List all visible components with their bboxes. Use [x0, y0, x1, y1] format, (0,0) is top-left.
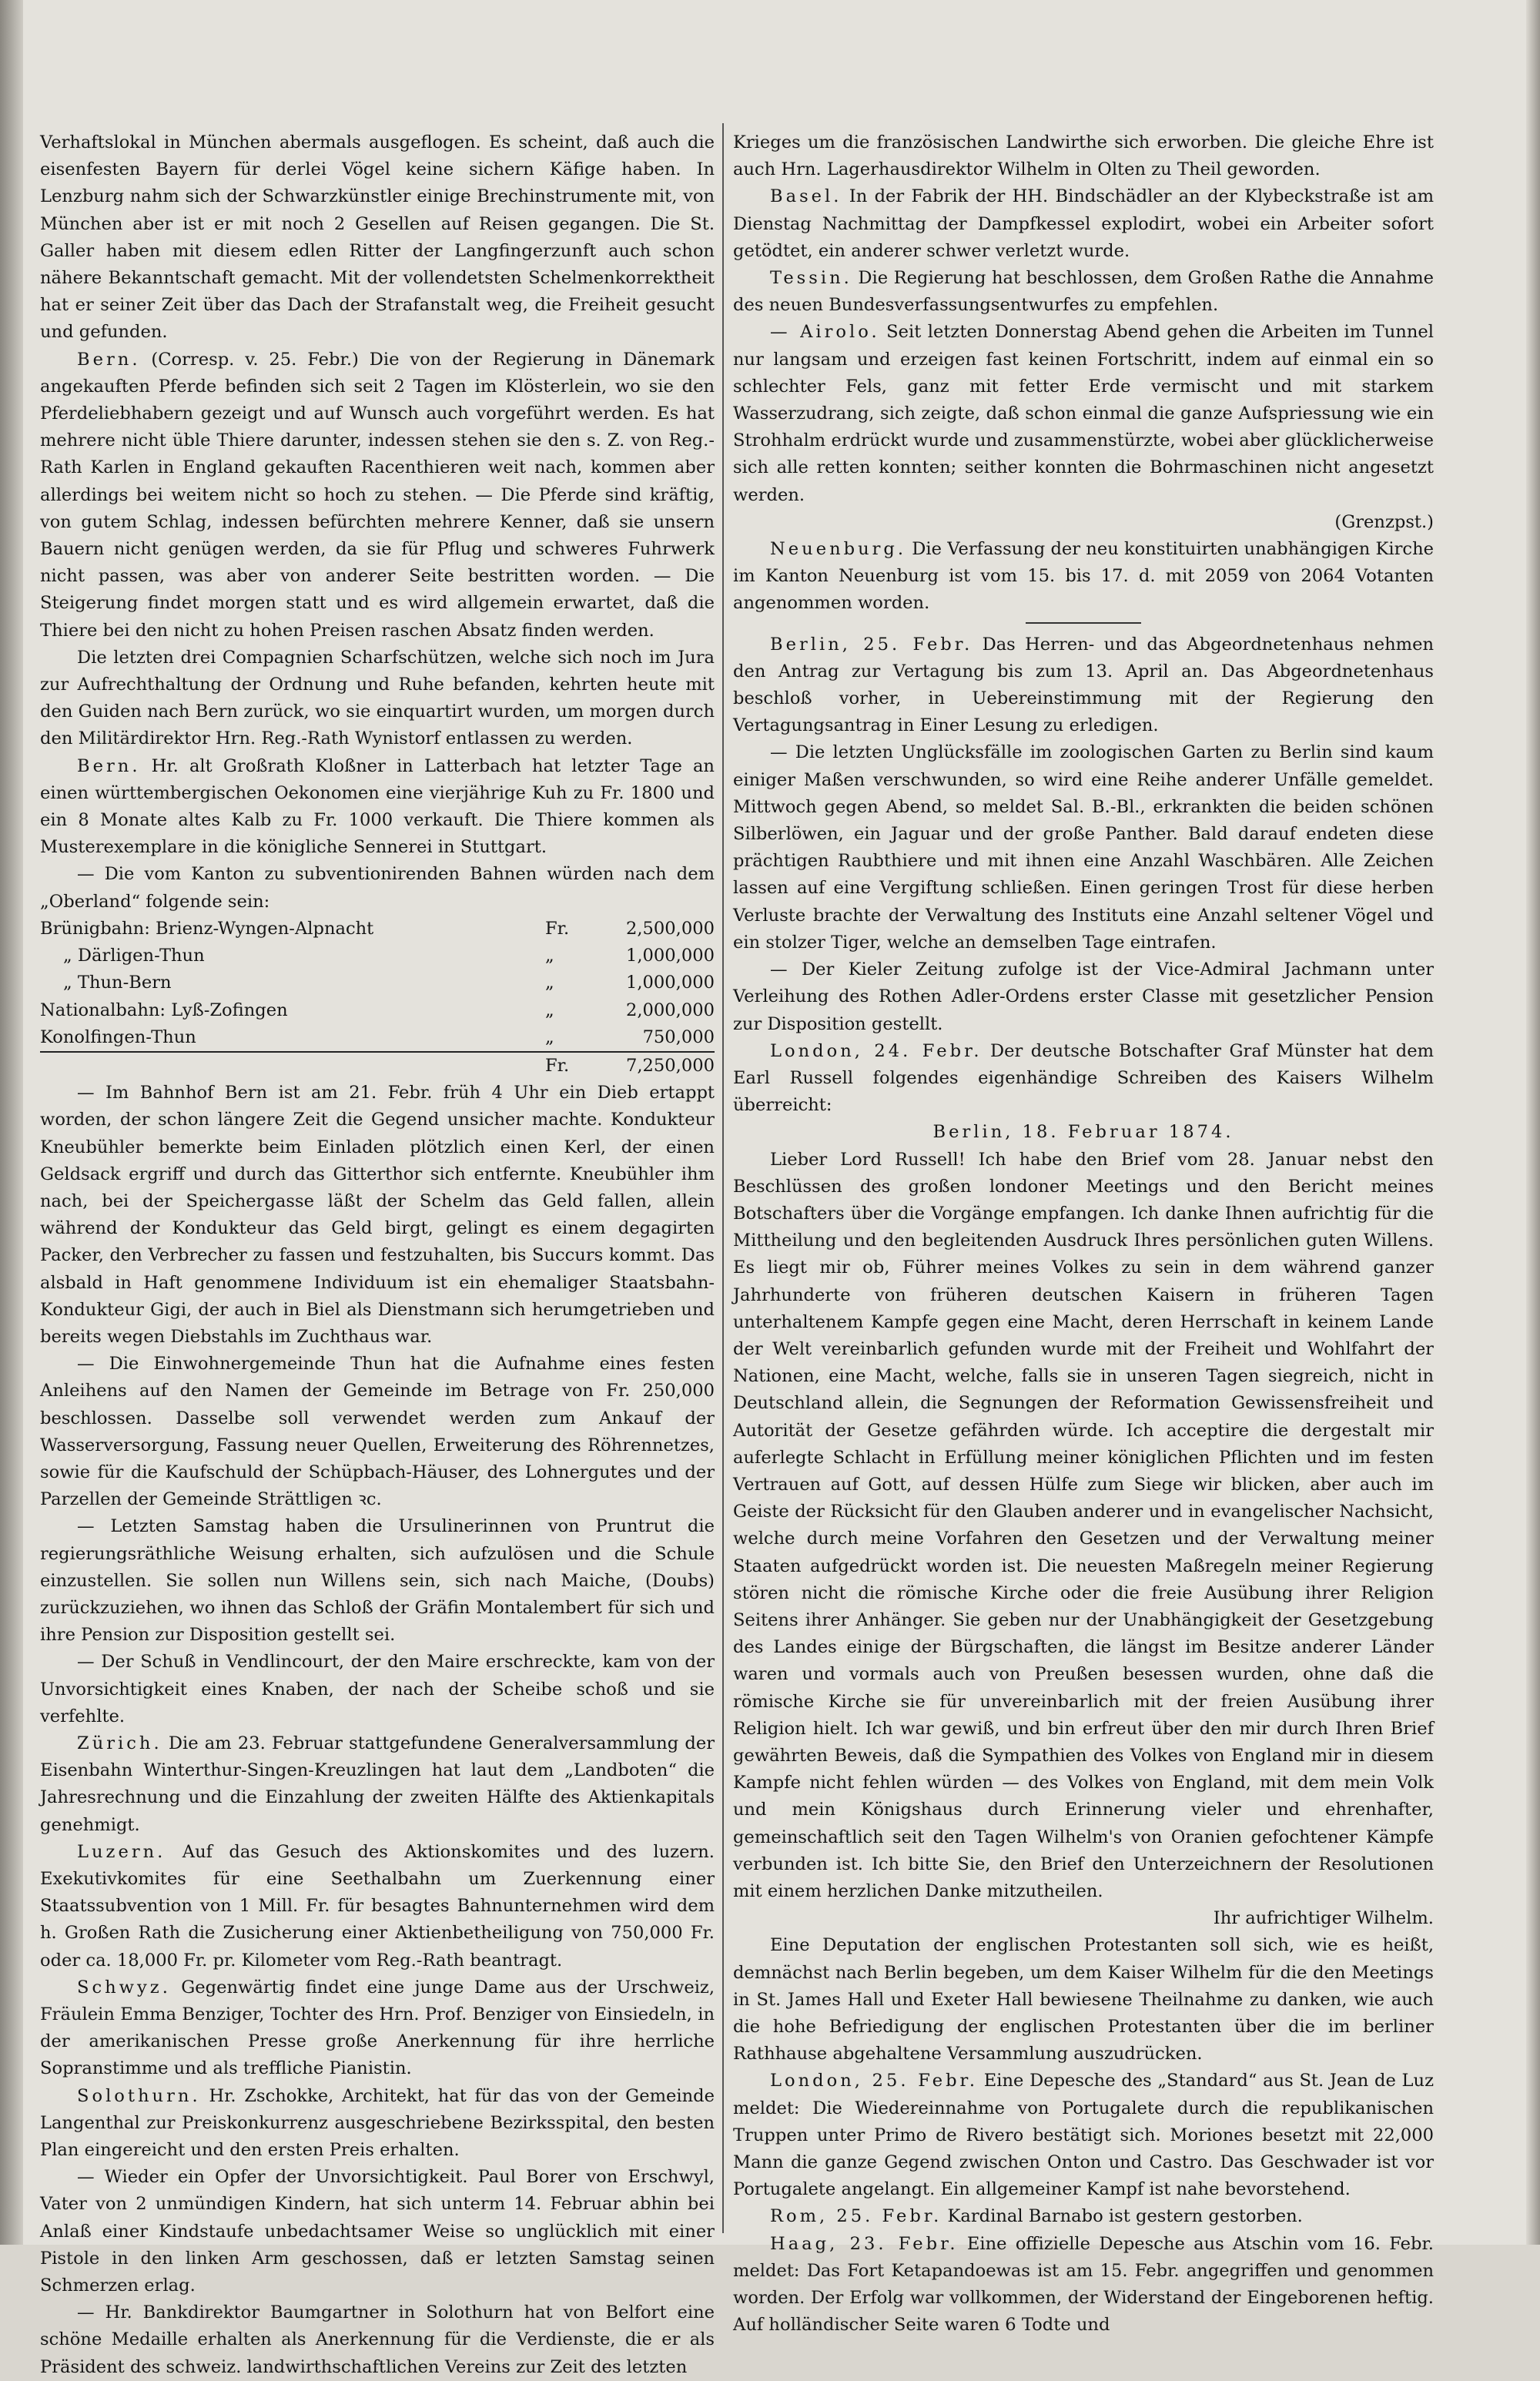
emperor-letter: Lieber Lord Russell! Ich habe den Brief vom 28. Januar nebst den Beschlüssen des großen londoner Meetings und den Bericht meines Botschafters über die Vorgänge empfangen. Ich danke Ihnen aufrichtig für die Mittheilung und den begleitenden Ausdruck Ihres persönlichen guten Willens. Es liegt mir ob, Führer meines Volkes zu sein in dem während ganzer Jahrhunderte von früheren deutschen Kaisern in früheren Tagen unterhaltenem Kampfe gegen eine Macht, deren Herrschaft in keinem Lande der Welt vereinbarlich gefunden wurde mit der Freiheit und Wohlfahrt der Nationen, eine Macht, welche, falls sie in unseren Tagen siegreich, nicht in Deutschland allein, die Segnungen der Reformation Gewissensfreiheit und Autorität der Gesetze gefährden würde. Ich acceptire die dergestalt mir auferlegte Schlacht in Erfüllung meiner königlichen Pflichten und im festen Vertrauen auf Gott, auf dessen Hülfe zum Siege wir blicken, aber auch im Geiste der Rücksicht für den Glauben anderer und in evangelischer Nachsicht, welche durch meine Vorfahren den Gesetzen und der Verwaltung meiner Staaten aufgedrückt worden ist. Die neuesten Maßregeln meiner Regierung stören nicht die römische Kirche oder die freie Ausübung ihrer Religion Seitens ihrer Anhänger. Sie geben nur der Unabhängigkeit der Gesetzgebung des Landes einige der Bürgschaften, die längst im Besitze anderer Länder waren und vormals auch von Preußen besessen wurden, ohne daß die römische Kirche sie für unvereinbarlich mit der freien Ausübung ihrer Religion hielt. Ich war gewiß, und bin erfreut über den mir durch Ihren Brief gewährten Beweis, daß die Sympathien des Volkes von England mir in diesem Kampfe nicht fehlen würden — des Volkes von England, mit dem mein Volk und mein Königshaus durch Erinnerung vieler und ehrenhafter, gemeinschaftlich seit den Tagen Wilhelm's von Oranien gefochtener Kämpfe verbunden ist. Ich bitte Sie, den Brief den Unterzeichnern der Resolutionen mit einem herzlichen Danke mitzutheilen. — [733, 1149, 1434, 1901]
article-munich-escape: Verhaftslokal in München abermals ausgeflogen. Es scheint, daß auch die eisenfesten Bayern für derlei Vögel keine sichern Käfige haben. In Lenzburg nahm sich der Schwarzkünstler einige Brechinstrumente mit, von München aber ist er mit noch 2 Gesellen auf Reisen gegangen. Die St. Galler haben mit diesem edlen Ritter der Langfingerzunft auch schon nähere Bekanntschaft gemacht. Mit der vollendetsten Schelmenkorrektheit hat er seiner Zeit über das Dach der Strafanstalt weg, die Freiheit gesucht und gefunden. — [40, 132, 715, 343]
section-divider — [1026, 622, 1141, 624]
article-bern-horses: Bern. (Corresp. v. 25. Febr.) Die von der Regierung in Dänemark angekauften Pferde befinden sich seit 2 Tagen im Klösterlein, wo sie den Pferdeliebhabern gezeigt und auf Wunsch auch vorgeführt werden. Es hat mehrere nicht üble Thiere darunter, indessen stehen sie den s. Z. von Reg.-Rath Karlen in England gekauften Racenthieren weit nach, kommen aber allerdings bei weitem nicht so hoch zu stehen. — Die Pferde sind kräftig, von gutem Schlag, indessen befürchten mehrere Kenner, daß sie unsern Bauern nicht genügen werden, da sie für Pflug und schweres Fuhrwerk nicht passen, was aber von anderer Seite bestritten worden. — Die Steigerung findet morgen statt und es wird allgemein erwartet, daß die Thiere bei den nicht zu hohen Preisen raschen Absatz finden werden. — [40, 349, 715, 641]
article-deputation: Eine Deputation der englischen Protestanten soll sich, wie es heißt, demnächst nach Berlin begeben, um dem Kaiser Wilhelm für die den Meetings in St. James Hall und Exeter Hall bewiesene Theilnahme zu danken, wie auch die hohe Befriedigung der englischen Protestanten über die im berliner Rathhause abgehaltene Versammlung auszudrücken. — [733, 1935, 1434, 2065]
article-haag: Haag, 23. Febr. Eine offizielle Depesche aus Atschin vom 16. Febr. meldet: Das Fort Ketapandoewas ist am 15. Febr. angegriffen und genommen worden. Der Erfolg war vollkommen, der Widerstand der Eingeborenen heftig. Auf holländischer Seite waren 6 Todte und — [733, 2233, 1434, 2336]
letter-signature: Ihr aufrichtiger Wilhelm. — [1213, 1908, 1434, 1929]
article-thun-loan: — Die Einwohnergemeinde Thun hat die Aufnahme eines festen Anleihens auf den Namen der Gemeinde im Betrage von Fr. 250,000 beschlossen. Dasselbe soll verwendet werden zum Ankauf der Wasserversorgung, Fassung neuer Quellen, Erweiterung des Röhrennetzes, sowie für die Kaufschuld der Schüpbach-Häuser, des Lohnergutes und der Parzellen der Gemeinde Strättligen ꝛc. — [40, 1354, 715, 1510]
column-rule — [722, 123, 724, 2233]
table-total-row: Fr. 7,250,000 — [40, 1052, 715, 1080]
left-column — [40, 129, 715, 2381]
article-london-letter-intro: London, 24. Febr. Der deutsche Botschafter Graf Münster hat dem Earl Russell folgendes eigenhändige Schreiben des Kaisers Wilhelm überreicht: — [733, 1040, 1434, 1116]
article-solothurn: Solothurn. Hr. Zschokke, Architekt, hat für das von der Gemeinde Langenthal zur Preiskonkurrenz ausgeschriebene Bezirksspital, den besten Plan eingereicht und den ersten Preis erhalten. — [40, 2085, 715, 2161]
page-edge-right — [1526, 0, 1540, 2245]
article-bern-thief: — Im Bahnhof Bern ist am 21. Febr. früh 4 Uhr ein Dieb ertappt worden, der schon längere Zeit die Gegend unsicher machte. Kondukteur Kneubühler bemerkte beim Einladen plötzlich einen Kerl, der einen Geldsack ergriff und durch das Gitterthor sich entfernte. Kneubühler ihm nach, bei der Speichergasse läßt der Schelm das Geld fallen, allein während der Kondukteur das Geld birgt, gelingt es einem degagirten Packer, den Verbrecher zu fassen und festzuhalten, bis Succurs kommt. Das alsbald in Haft genommene Individuum ist ein ehemaliger Staatsbahn-Kondukteur Gigi, der auch in Biel als Dienstmann sich herumgetrieben und bereits wegen Diebstahls im Zuchthaus war. — [40, 1083, 715, 1347]
article-railways-intro: — Die vom Kanton zu subventionirenden Bahnen würden nach dem „Oberland“ folgende sein: — [40, 864, 715, 912]
article-london-standard: London, 25. Febr. Eine Depesche des „Standard“ aus St. Jean de Luz meldet: Die Wiedereinnahme von Portugalete durch die republikanischen Truppen unter Primo de Rivero bestätigt sich. Moriones besetzt mit 22,000 Mann die ganze Gegend zwischen Onton und Castro. Das Geschwader ist vor Portugalete angelangt. Ein allgemeiner Kampf ist nahe bevorstehend. — [733, 2071, 1435, 2200]
article-schwyz: Schwyz. Gegenwärtig findet eine junge Dame aus der Urschweiz, Fräulein Emma Benziger, Tochter des Hrn. Prof. Benziger von Einsiedeln, in der amerikanischen Presse große Anerkennung für ihre herrliche Sopranstimme und als treffliche Pianistin. — [40, 1977, 715, 2079]
page-edge-left — [0, 0, 23, 2245]
article-sharpshooters: Die letzten drei Compagnien Scharfschützen, welche sich noch im Jura zur Aufrechthaltung der Ordnung und Ruhe befanden, kehrten heute mit den Guiden nach Bern zurück, wo sie einquartirt wurden, um morgen durch den Militärdirektor Hrn. Reg.-Rath Wynistorf entlassen zu werden. — [40, 647, 715, 749]
railway-subsidy-table — [40, 916, 715, 1080]
article-pistol-accident: — Wieder ein Opfer der Unvorsichtigkeit. Paul Borer von Erschwyl, Vater von 2 unmündigen Kindern, hat sich unterm 14. Februar abhin bei Anlaß einer Kindstaufe unbedachtsamer Weise so unglücklich mit einer Pistole in den linken Arm geschossen, daß er letzten Samstag seinen Schmerzen erlag. — [40, 2167, 715, 2296]
article-vendlincourt: — Der Schuß in Vendlincourt, der den Maire erschreckte, kam von der Unvorsichtigkeit eines Knaben, der nach der Scheibe schoß und sie verfehlte. — [40, 1652, 715, 1726]
source-note: (Grenzpst.) — [1334, 511, 1434, 532]
article-tessin: Tessin. Die Regierung hat beschlossen, dem Großen Rathe die Annahme des neuen Bundesverfassungsentwurfes zu empfehlen. — [733, 268, 1434, 316]
article-ursulines: — Letzten Samstag haben die Ursulinerinnen von Pruntrut die regierungsräthliche Weisung erhalten, sich aufzulösen und die Schule einzustellen. Sie sollen nun Willens sein, sich nach Maiche, (Doubs) zurückzuziehen, wo ihnen das Schloß der Gräfin Montalembert für sich und ihre Pension zur Disposition gestellt sei. — [40, 1516, 715, 1646]
right-column — [733, 129, 1434, 2339]
table-row: Konolfingen-Thun „ 750,000 — [40, 1026, 715, 1047]
article-bern-cattle: Bern. Hr. alt Großrath Kloßner in Latterbach hat letzter Tage an einen württembergischen Oekonomen eine vierjährige Kuh zu Fr. 1800 und ein 8 Monate altes Kalb zu Fr. 1000 verkauft. Die Thiere kommen als Musterexemplare in die königliche Sennerei in Stuttgart. — [40, 755, 715, 858]
article-kiel: — Der Kieler Zeitung zufolge ist der Vice-Admiral Jachmann unter Verleihung des Rothen Adler-Ordens erster Classe mit gesetzlicher Pension zur Disposition gestellt. — [733, 959, 1434, 1034]
article-airolo: — Airolo. Seit letzten Donnerstag Abend gehen die Arbeiten im Tunnel nur langsam und erzeigen fast keinen Fortschritt, indem auf einmal ein so schlechter Fels, ganz mit fetter Erde vermischt und mit starkem Wasserzudrang, sich zeigte, daß schon einmal die ganze Aufspriessung wie ein Strohhalm erdrückt wurde und zusammenstürzte, wobei aber glücklicherweise sich alle retten konnten; seither konnten die Bohrmaschinen nicht angesetzt werden. — [733, 322, 1434, 505]
article-basel: Basel. In der Fabrik der HH. Bindschädler an der Klybeckstraße ist am Dienstag Nachmittag der Dampfkessel explodirt, wobei ein Arbeiter sofort getödtet, ein anderer schwer verletzt wurde. — [733, 186, 1434, 261]
article-rome: Rom, 25. Febr. Kardinal Barnabo ist gestern gestorben. — [770, 2206, 1303, 2227]
article-neuenburg: Neuenburg. Die Verfassung der neu konstituirten unabhängigen Kirche im Kanton Neuenburg ist vom 15. bis 17. d. mit 2059 von 2064 Votanten angenommen worden. — [733, 539, 1434, 614]
table-row: Brünigbahn: Brienz-Wyngen-Alpnacht Fr. 2,500,000 — [40, 918, 715, 939]
table-row: Nationalbahn: Lyß-Zofingen „ 2,000,000 — [40, 1000, 715, 1020]
article-zurich: Zürich. Die am 23. Februar stattgefundene Generalversammlung der Eisenbahn Winterthur-Singen-Kreuzlingen hat laut dem „Landboten“ die Jahresrechnung und die Einzahlung der zweiten Hälfte des Aktienkapitals genehmigt. — [40, 1733, 715, 1835]
article-medal: — Hr. Bankdirektor Baumgartner in Solothurn hat von Belfort eine schöne Medaille erhalten als Anerkennung für die Verdienste, die er als Präsident des schweiz. landwirthschaftlichen Vereins zur Zeit des letzten — [40, 2302, 715, 2377]
table-row: „ Därligen-Thun „ 1,000,000 — [63, 946, 715, 966]
article-luzern: Luzern. Auf das Gesuch des Aktionskomites und des luzern. Exekutivkomites für eine Seethalbahn um Zuerkennung einer Staatssubvention von 1 Mill. Fr. für besagtes Bahnunternehmen wird dem h. Großen Rath die Zusicherung einer Aktienbetheiligung von 750,000 Fr. oder ca. 18,000 Fr. pr. Kilometer vom Reg.-Rath beantragt. — [40, 1841, 715, 1971]
letter-dateline: Berlin, 18. Februar 1874. — [932, 1122, 1234, 1143]
article-berlin-zoo: — Die letzten Unglücksfälle im zoologischen Garten zu Berlin sind kaum einiger Maßen verschwunden, so wird eine Reihe anderer Unfälle gemeldet. Mittwoch gegen Abend, so meldet Sal. B.-Bl., erkrankten die beiden schönen Silberlöwen, ein Jaguar und der große Panther. Bald darauf endeten diese prächtigen Raubthiere und mit ihnen eine Anzahl Waschbären. Alle Zeichen lassen auf eine Vergiftung schließen. Einen geringen Trost für diese herben Verluste brachte der Verwaltung des Instituts eine Anzahl seltener Vögel und ein stolzer Tiger, welche an demselben Tage eintrafen. — [733, 742, 1434, 953]
article-berlin-parliament: Berlin, 25. Febr. Das Herren- und das Abgeordnetenhaus nehmen den Antrag zur Vertagung bis zum 13. April an. Das Abgeordnetenhaus beschloß vorher, in Uebereinstimmung mit der Regierung den Vertagungsantrag in Einer Lesung zu erledigen. — [733, 634, 1435, 736]
article-medal-cont: Krieges um die französischen Landwirthe sich erworben. Die gleiche Ehre ist auch Hrn. Lagerhausdirektor Wilhelm in Olten zu Theil geworden. — [733, 132, 1434, 180]
table-row: „ Thun-Bern „ 1,000,000 — [63, 973, 715, 993]
